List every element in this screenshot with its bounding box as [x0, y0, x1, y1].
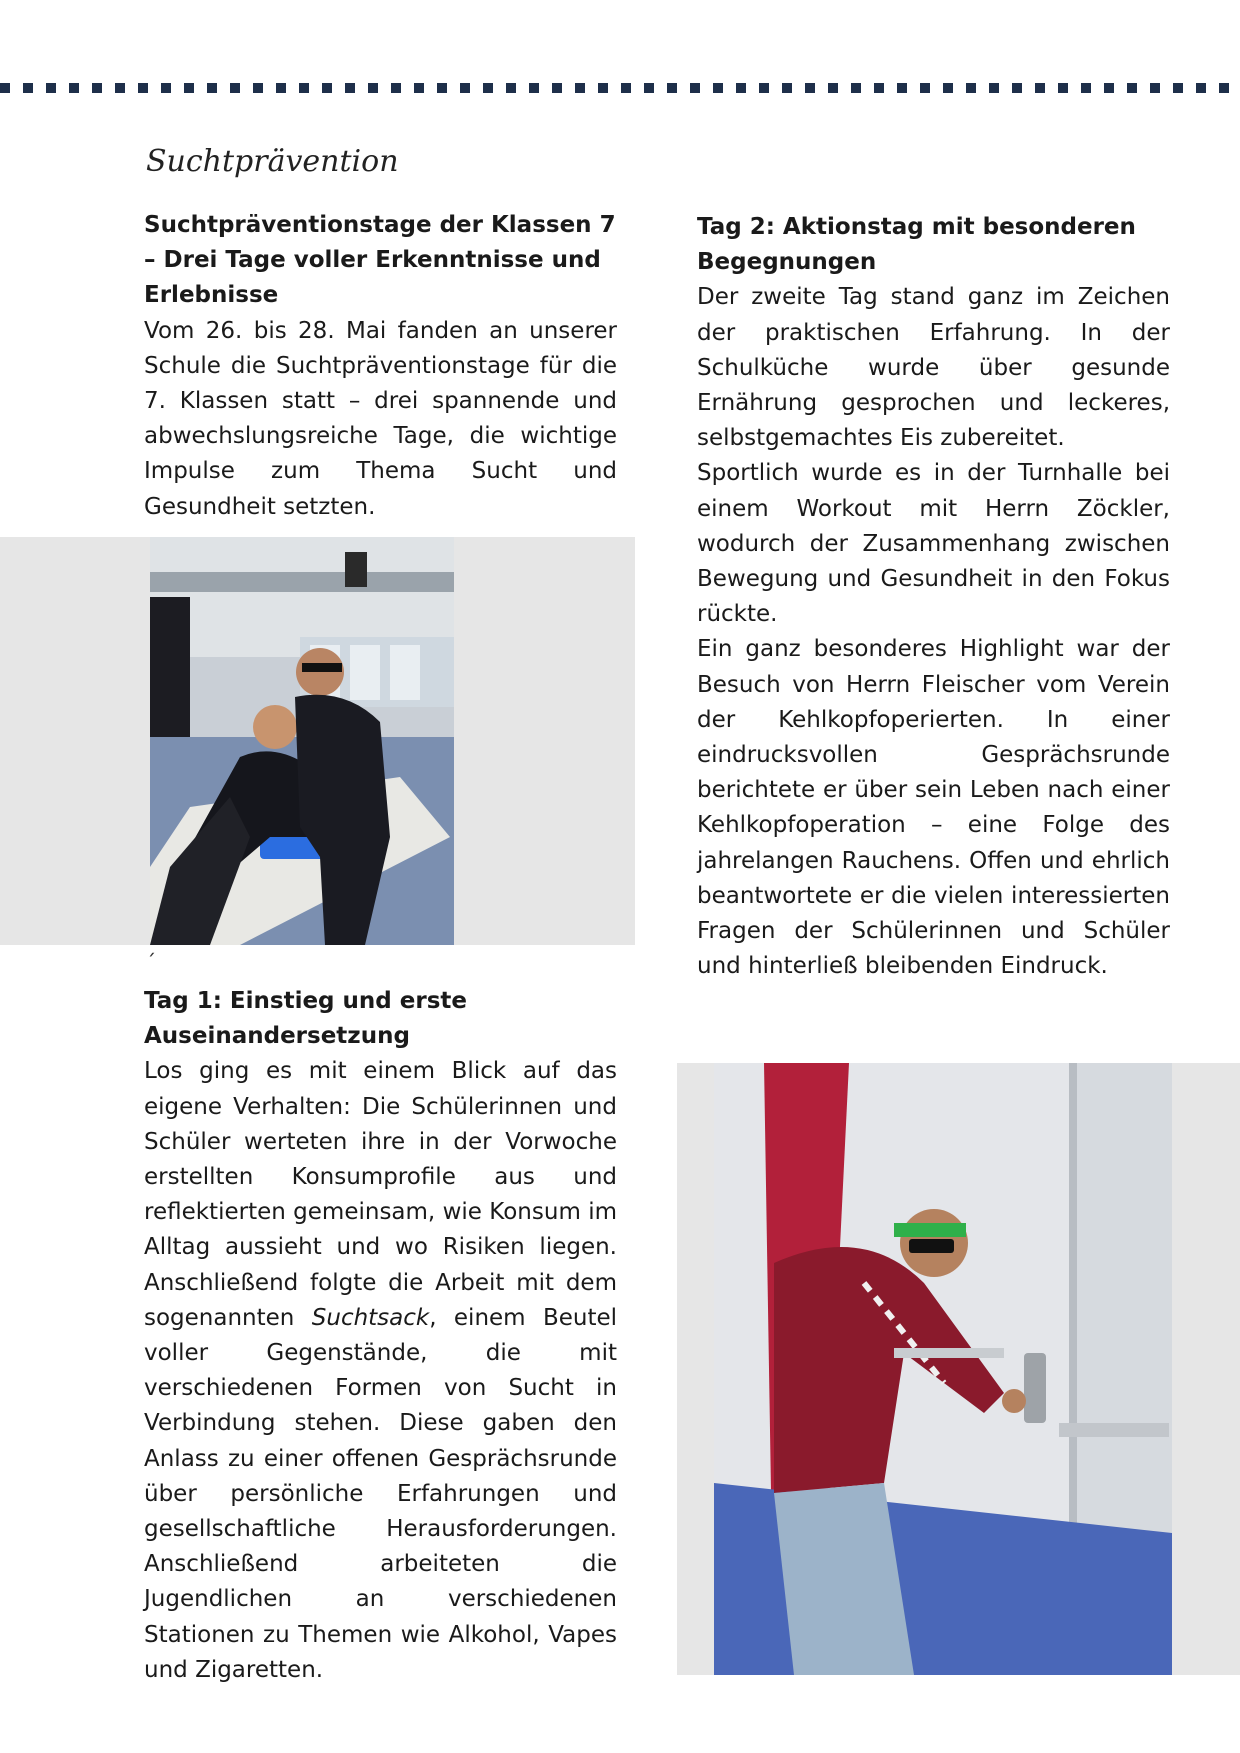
day2-paragraph-1: Der zweite Tag stand ganz im Zeichen der praktischen Erfahrung. In der Schulküche wurde über gesunde Ernährung gesprochen und leckeres, selbstgemachtes Eis zubereitet.	[697, 284, 1170, 452]
dotted-header-rule	[0, 83, 1240, 93]
intro-column	[144, 208, 617, 525]
day1-heading: Tag 1: Einstieg und erste Auseinandersetzung	[144, 988, 467, 1050]
photo-student-door-goggles	[714, 1063, 1172, 1675]
day1-text	[144, 1054, 617, 1688]
day1-column	[144, 984, 617, 1688]
intro-heading: Suchtpräventionstage der Klassen 7 – Drei Tage voller Erkenntnisse und Erlebnisse	[144, 212, 616, 309]
day2-paragraph-3: Ein ganz besonderes Highlight war der Besuch von Herrn Fleischer vom Verein der Kehlkopfoperierten. In einer eindrucksvollen Gesprächsrunde berichtete er über sein Leben nach einer Kehlkopfoperation – eine Folge des jahrelangen Rauchens. Offen und ehrlich beantwortete er die vielen interessierten Fragen der Schülerinnen und Schüler und hinterließ bleibenden Eindruck.	[697, 636, 1170, 980]
day2-heading: Tag 2: Aktionstag mit besonderen Begegnungen	[697, 214, 1136, 276]
day1-text-before: Los ging es mit einem Blick auf das eigene Verhalten: Die Schülerinnen und Schüler werteten ihre in der Vorwoche erstellten Konsumprofile aus und reflektierten gemeinsam, wie Konsum im Alltag aussieht und wo Risiken liegen. Anschließend folgte die Arbeit mit dem sogenannten	[144, 1058, 617, 1331]
day2-paragraph-2: Sportlich wurde es in der Turnhalle bei einem Workout mit Herrn Zöckler, wodurch der Zusammenhang zwischen Bewegung und Gesundheit in den Fokus rückte.	[697, 460, 1170, 628]
intro-text: Vom 26. bis 28. Mai fanden an unserer Schule die Suchtpräventionstage für die 7. Klassen statt – drei spannende und abwechslungsreiche Tage, die wichtige Impulse zum Thema Sucht und Gesundheit setzten.	[144, 317, 617, 520]
day1-text-after: , einem Beutel voller Gegenstände, die mit verschiedenen Formen von Sucht in Verbindung stehen. Diese gaben den Anlass zu einer offenen Gesprächsrunde über persönliche Erfahrungen und gesellschaftliche Herausforderungen. Anschließend arbeiteten die Jugendlichen an verschiedenen Stationen zu Themen wie Alkohol, Vapes und Zigaretten.	[144, 1304, 618, 1683]
day2-column	[697, 210, 1170, 984]
stray-mark: ´	[146, 950, 156, 974]
photo-students-blindfold-box	[150, 537, 454, 945]
day1-text-italic: Suchtsack	[311, 1304, 430, 1331]
section-label: Suchtprävention	[146, 144, 399, 179]
